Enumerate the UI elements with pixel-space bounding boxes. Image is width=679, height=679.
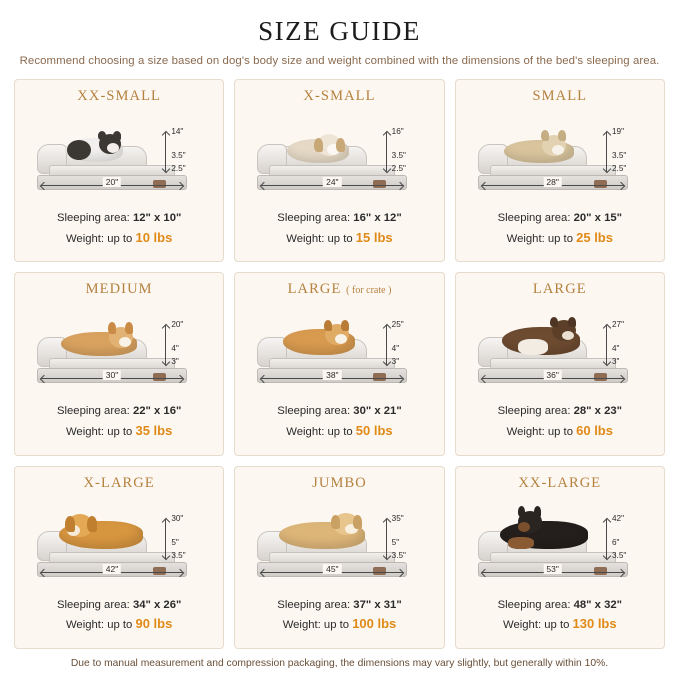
sleeping-area-row: [498, 210, 622, 228]
sleeping-area-value: 30" x 21": [353, 405, 402, 418]
bed-dim-3: 3.5": [611, 550, 627, 560]
height-arrow: [606, 325, 607, 365]
width-dimension-line: [482, 370, 624, 381]
card-size-name: MEDIUM: [85, 281, 153, 298]
bed-brand-tag: [594, 567, 607, 575]
weight-value: 25 lbs: [576, 229, 613, 245]
sleeping-area-value: 34" x 26": [132, 598, 182, 611]
bed-width-value: 53": [543, 564, 561, 574]
width-dimension-line: [41, 177, 183, 187]
bed-brand-tag: [153, 567, 166, 575]
card-size-name: XX-SMALL: [77, 88, 162, 104]
dog-ear: [558, 130, 566, 141]
dog-ear: [518, 506, 525, 517]
bed-illustration: [462, 108, 658, 204]
bed-dim-3: 3": [611, 357, 620, 367]
sleeping-area-label: Sleeping area:: [56, 212, 130, 224]
bed-dim-3: 2.5": [611, 164, 627, 173]
bed-width-value: 30": [103, 370, 121, 380]
weight-label: Weight: up to: [503, 619, 570, 632]
size-card[interactable]: [234, 79, 444, 262]
bed-dim-1: 14": [171, 127, 184, 136]
bed-width-value: 36": [543, 370, 561, 380]
width-dimension-line: [261, 563, 403, 574]
weight-label: Weight: up to: [506, 232, 573, 245]
dog-ear: [108, 322, 116, 334]
bed-dim-3: 3": [171, 357, 179, 367]
dog-marking: [67, 140, 91, 160]
bed-dim-3: 3.5": [171, 550, 186, 560]
card-size-note: ( for crate ): [346, 285, 392, 297]
dog-snout: [107, 143, 119, 153]
page-title: SIZE GUIDE: [258, 16, 421, 46]
sleeping-area-label: Sleeping area:: [497, 598, 571, 611]
dog-ear: [87, 516, 97, 532]
card-specs: [277, 210, 401, 248]
sleeping-area-row: [277, 210, 401, 228]
card-size-name: X-LARGE: [83, 474, 155, 491]
sleeping-area-row: [57, 403, 181, 421]
sleeping-area-row: [498, 597, 622, 615]
bed-dim-1: 25": [391, 320, 404, 330]
bed-width-value: 42": [103, 564, 121, 574]
bed-brand-tag: [373, 567, 386, 575]
bed-illustration: [21, 108, 217, 204]
weight-value: 35 lbs: [135, 422, 173, 438]
dog-marking: [518, 339, 548, 355]
height-arrow: [386, 325, 387, 365]
bed-dim-1: 16": [391, 127, 404, 136]
height-arrow: [165, 519, 166, 559]
bed-dim-1: 19": [611, 127, 624, 136]
dog-ear: [568, 317, 576, 327]
sleeping-area-label: Sleeping area:: [497, 405, 571, 418]
height-arrow: [606, 132, 607, 172]
card-title: [288, 281, 392, 298]
bed-dim-1: 30": [171, 513, 184, 523]
bed-dim-1: 35": [391, 513, 404, 523]
weight-value: 50 lbs: [355, 422, 393, 438]
dog-ear: [314, 138, 323, 152]
height-arrow: [386, 519, 387, 559]
card-title: [533, 281, 587, 298]
weight-row: [498, 228, 622, 249]
weight-row: [498, 614, 622, 635]
card-size-name: SMALL: [532, 88, 588, 104]
dog-ear: [341, 320, 349, 331]
card-size-name: LARGE: [532, 281, 587, 298]
weight-row: [498, 421, 622, 442]
size-card[interactable]: [455, 79, 665, 262]
bed-width-value: 38": [323, 370, 341, 380]
width-dimension-line: [261, 177, 403, 187]
weight-row: [57, 614, 181, 635]
weight-value: 130 lbs: [572, 616, 617, 632]
sleeping-area-value: 28" x 23": [573, 405, 623, 418]
size-card[interactable]: [14, 272, 224, 455]
bed-dim-2: 5": [391, 537, 400, 547]
size-card[interactable]: [455, 272, 665, 455]
dog-ear: [541, 130, 549, 141]
card-title: [77, 88, 161, 105]
card-title: [86, 281, 153, 298]
size-card[interactable]: [234, 272, 444, 455]
sleeping-area-label: Sleeping area:: [277, 598, 351, 611]
dog-ear: [353, 515, 362, 529]
bed-width-value: 24": [323, 177, 341, 187]
sleeping-area-value: 16" x 12": [353, 212, 402, 224]
dog-ear: [65, 516, 75, 532]
bed-dim-3: 2.5": [171, 164, 186, 173]
width-dimension-line: [41, 370, 183, 381]
dog-snout: [552, 145, 564, 155]
disclaimer-note: Due to manual measurement and compression packaging, the dimensions may vary slightly, but generally within 10%.: [70, 658, 609, 669]
bed-dim-3: 3.5": [391, 550, 406, 560]
height-arrow: [165, 325, 166, 365]
card-specs: [277, 597, 401, 635]
weight-value: 100 lbs: [352, 616, 397, 632]
card-size-name: JUMBO: [312, 474, 367, 491]
bed-dim-1: 20": [171, 320, 184, 330]
bed-illustration: [241, 301, 437, 397]
dog-snout: [518, 522, 530, 532]
page-subtitle: Recommend choosing a size based on dog's body size and weight combined with the dimensions of the bed's sleeping area.: [19, 55, 660, 67]
bed-brand-tag: [594, 180, 607, 188]
sleeping-area-value: 20" x 15": [573, 212, 623, 224]
sleeping-area-value: 22" x 16": [132, 405, 182, 418]
bed-brand-tag: [373, 180, 386, 188]
weight-row: [57, 421, 181, 442]
sleeping-area-label: Sleeping area:: [56, 405, 130, 418]
weight-value: 15 lbs: [355, 229, 393, 245]
card-specs: [498, 210, 622, 248]
bed-dim-2: 5": [171, 537, 179, 547]
sleeping-area-label: Sleeping area:: [497, 212, 571, 224]
card-size-name: X-SMALL: [303, 88, 376, 104]
dog-ear: [125, 322, 133, 334]
bed-illustration: [462, 495, 658, 591]
weight-value: 10 lbs: [135, 229, 173, 245]
sleeping-area-value: 12" x 10": [132, 212, 182, 224]
size-card[interactable]: [14, 466, 224, 649]
bed-dim-1: 42": [611, 513, 624, 523]
dog-ear: [534, 506, 541, 517]
bed-dim-2: 6": [611, 537, 620, 547]
card-title: [532, 88, 587, 105]
bed-dim-2: 4": [611, 344, 620, 354]
dog-ear: [98, 131, 106, 140]
sleeping-area-label: Sleeping area:: [277, 405, 351, 418]
sleeping-area-value: 37" x 31": [353, 598, 402, 611]
card-title: [83, 475, 154, 492]
dog-marking: [508, 537, 534, 549]
weight-value: 90 lbs: [135, 616, 173, 632]
bed-dim-3: 2.5": [391, 164, 406, 173]
width-dimension-line: [482, 177, 624, 187]
bed-brand-tag: [373, 373, 386, 381]
bed-dim-2: 3.5": [391, 151, 406, 160]
bed-dim-2: 4": [391, 344, 400, 354]
weight-label: Weight: up to: [286, 232, 353, 245]
dog-ear: [336, 138, 345, 152]
weight-row: [277, 228, 401, 249]
bed-illustration: [462, 301, 658, 397]
card-specs: [57, 210, 181, 248]
size-card[interactable]: [14, 79, 224, 262]
width-dimension-line: [261, 370, 403, 381]
card-specs: [277, 403, 401, 441]
bed-width-value: 28": [543, 177, 561, 187]
bed-illustration: [241, 108, 437, 204]
card-title: [518, 475, 601, 492]
sleeping-area-row: [277, 597, 401, 615]
dog-ear: [113, 131, 121, 140]
size-card[interactable]: [455, 466, 665, 649]
bed-dim-3: 3": [391, 357, 400, 367]
size-card[interactable]: [234, 466, 444, 649]
sleeping-area-row: [277, 403, 401, 421]
weight-label: Weight: up to: [65, 425, 133, 438]
weight-row: [277, 614, 401, 635]
card-size-name: XX-LARGE: [518, 474, 602, 491]
height-arrow: [386, 132, 387, 172]
weight-label: Weight: up to: [65, 232, 133, 245]
sleeping-area-label: Sleeping area:: [56, 598, 130, 611]
bed-dim-2: 3.5": [611, 151, 627, 160]
card-size-name: LARGE: [287, 281, 342, 298]
weight-label: Weight: up to: [282, 619, 350, 632]
bed-brand-tag: [153, 373, 166, 381]
sleeping-area-row: [57, 210, 181, 228]
weight-label: Weight: up to: [286, 425, 353, 438]
sleeping-area-label: Sleeping area:: [277, 212, 351, 224]
dog-ear: [331, 515, 340, 529]
bed-brand-tag: [153, 180, 166, 188]
bed-width-value: 20": [103, 177, 121, 187]
card-title: [312, 475, 367, 492]
bed-illustration: [21, 301, 217, 397]
bed-dim-2: 3.5": [171, 151, 186, 160]
width-dimension-line: [41, 563, 183, 574]
weight-label: Weight: up to: [506, 425, 573, 438]
dog-ear: [550, 317, 558, 327]
card-specs: [498, 403, 622, 441]
weight-row: [57, 228, 181, 249]
weight-label: Weight: up to: [65, 619, 133, 632]
size-card-grid: [14, 79, 665, 649]
card-title: [303, 88, 375, 105]
dog-ear: [324, 320, 332, 331]
height-arrow: [165, 132, 166, 172]
weight-row: [277, 421, 401, 442]
bed-dim-1: 27": [611, 320, 624, 330]
sleeping-area-row: [498, 403, 622, 421]
weight-value: 60 lbs: [576, 422, 613, 438]
bed-dim-2: 4": [171, 344, 179, 354]
card-specs: [57, 597, 181, 635]
sleeping-area-value: 48" x 32": [573, 598, 623, 611]
bed-brand-tag: [594, 373, 607, 381]
bed-illustration: [241, 495, 437, 591]
bed-width-value: 45": [323, 564, 341, 574]
card-specs: [57, 403, 181, 441]
sleeping-area-row: [57, 597, 181, 615]
height-arrow: [606, 519, 607, 559]
width-dimension-line: [482, 563, 624, 574]
card-specs: [498, 597, 622, 635]
bed-illustration: [21, 495, 217, 591]
